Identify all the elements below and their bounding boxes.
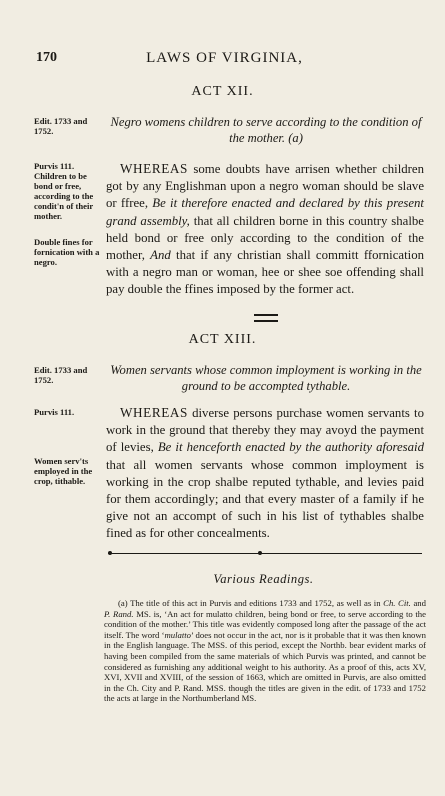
act-13-body [106,404,424,543]
act-12-edition-note: Edit. 1733 and 1752. [34,116,88,136]
readings-prefix: (a) The title of this act in Purvis and editions 1733 and 1752, as well as in [118,598,384,608]
act-12-text-b: that all children borne in this country shalbe held bond or free only according to the condition of the mother, [106,213,424,263]
act-13-edition-note: Edit. 1733 and 1752. [34,365,88,385]
various-readings-note [104,598,426,704]
readings-source-2: P. Rand. [104,608,134,619]
act-12-text-a: some doubts have arrisen whether children got by any Englishman upon a negro woman should be slave or ffree, [106,162,424,211]
section-divider [254,314,278,322]
act-12-heading: ACT XII. [191,84,254,99]
act-12-title: Negro womens children to serve according to the condition of the mother. (a) [110,115,422,145]
running-title: LAWS OF VIRGINIA, [146,50,303,66]
act-12-body [106,160,424,299]
act-12-enacting-clause: Be it therefore enacted and declared by this present grand assembly, [106,196,424,228]
act-13-text-b: that all women servants whose common imployment is working in the crop shalbe reputed tythable, and levies paid for them accordingly; and that every master of a family if he give not an accompt of such in his list of tythables shalbe fined as for other concealments. [106,457,424,541]
act-13-title: Women servants whose common imployment is working in the ground to be accompted tythable. [110,363,422,393]
readings-rest: ’ does not occur in the act, nor is it probable that it was then known in the English language. The MSS. of this period, except the Northb. bear evident marks of having been compiled from the same materials of which Purvis was printed, and cannot be considered as furnishing any additional weight to his authority. As a proof of this, acts XV, XVI, XVII and XVIII, of the session of 1663, which are omitted in Purvis, are also omitted in the Ch. City and P. Rand. MSS. though the titles are given in the edit. of 1733 and 1752 the acts at large in the Northumberland MS. [104,629,426,704]
act-13-margin-note-1: Purvis 111. [34,407,75,417]
act-13-heading: ACT XIII. [188,332,257,347]
various-readings-heading: Various Readings. [213,572,314,586]
act-12-and: And [150,248,171,263]
act-12-margin-note-2: Double fines for fornication with a negro. [34,237,100,267]
footnote-divider [108,553,422,554]
act-13-margin-note-2: Women serv'ts employed in the crop, tithable. [34,456,93,486]
readings-term: mulatto [164,629,192,640]
act-13-lead-word: WHEREAS [120,405,188,420]
readings-source-1: Ch. Cit. [383,598,411,608]
act-12-text-c: that if any christian shall committ ffornication with a negro man or woman, hee or shee soe offending shall pay double the ffines imposed by the former act. [106,248,424,297]
act-13-enacting-clause: Be it henceforth enacted by the authority aforesaid [157,440,424,455]
act-12-margin-note-1: Purvis 111. Children to be bond or free, according to the condit'n of their mother. [34,161,94,221]
page-number: 170 [36,50,57,65]
readings-mid-2: MS. is, ‘An act for mulatto children, being bond or free, to serve according to the condition of the mother.’ This title was evidently composed long after the passage of the act itself. The word ‘ [104,608,426,640]
act-13-text-a: diverse persons purchase women servants to work in the ground that thereby they may avoyd the payment of levies, [106,406,424,455]
page-header [30,50,419,70]
act-12-lead-word: WHEREAS [120,161,188,176]
readings-mid-1: and [410,598,426,608]
